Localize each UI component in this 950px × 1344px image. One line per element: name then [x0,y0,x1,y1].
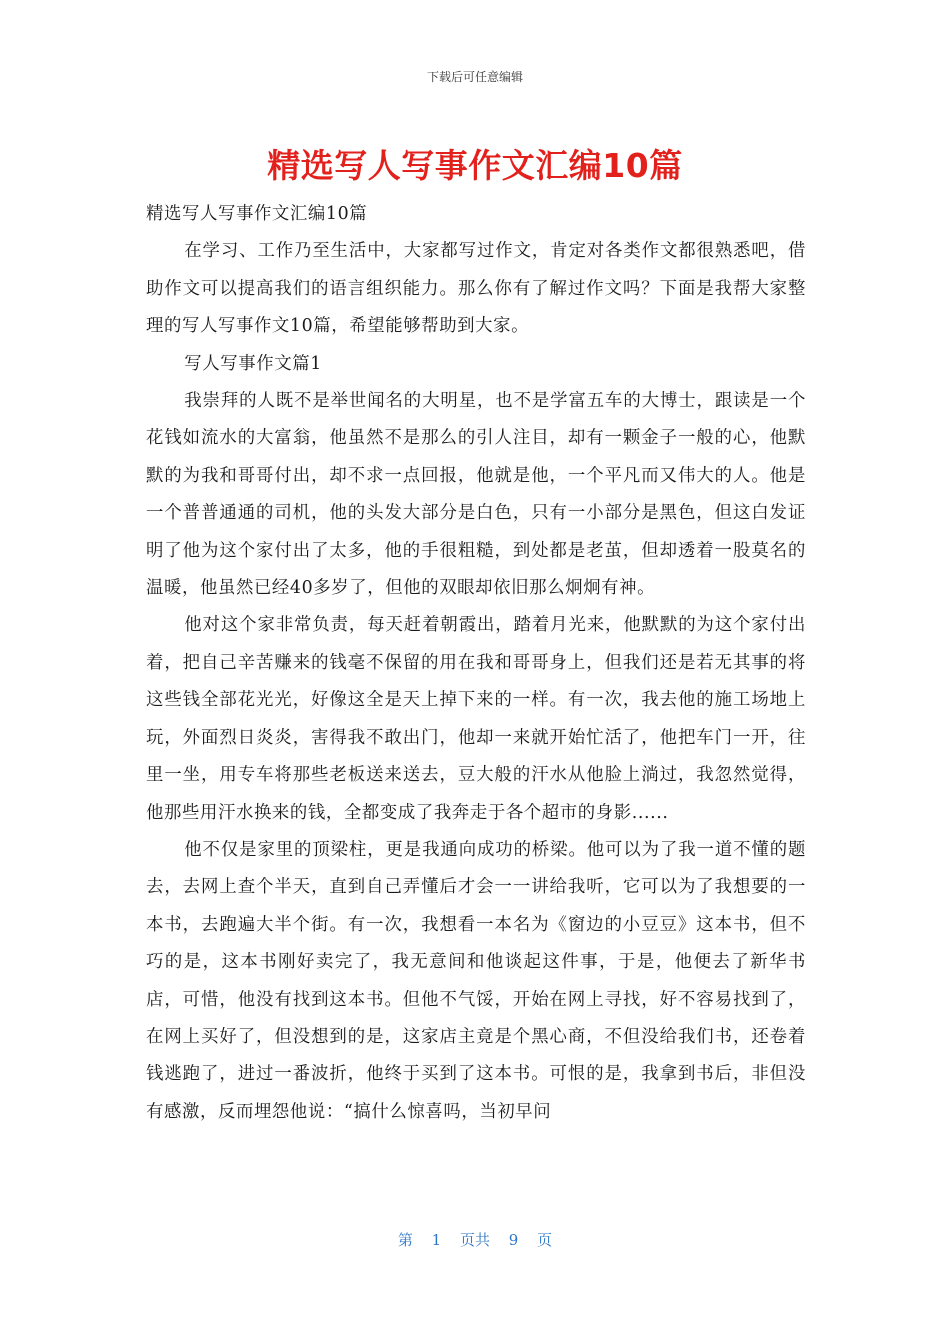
paragraph: 他不仅是家里的顶梁柱，更是我通向成功的桥梁。他可以为了我一道不懂的题去，去网上查个半天，直到自己弄懂后才会一一讲给我听，它可以为了我想要的一本书，去跑遍大半个街。有一次，我想看一本名为《窗边的小豆豆》这本书，但不巧的是，这本书刚好卖完了，我无意间和他谈起这件事，于是，他便去了新华书店，可惜，他没有找到这本书。但他不气馁，开始在网上寻找，好不容易找到了，在网上买好了，但没想到的是，这家店主竟是个黑心商，不但没给我们书，还卷着钱逃跑了，进过一番波折，他终于买到了这本书。可恨的是，我拿到书后，非但没有感激，反而埋怨他说：“搞什么惊喜吗，当初早问 [146,839,806,1122]
paragraph: 他对这个家非常负责，每天赶着朝霞出，踏着月光来，他默默的为这个家付出着，把自己辛苦赚来的钱毫不保留的用在我和哥哥身上，但我们还是若无其事的将这些钱全部花光光，好像这全是天上掉下来的一样。有一次，我去他的施工场地上玩，外面烈日炎炎，害得我不敢出门，他却一来就开始忙活了，他把车门一开，往里一坐，用专车将那些老板送来送去，豆大般的汗水从他脸上淌过，我忽然觉得，他那些用汗水换来的钱，全都变成了我奔走于各个超市的身影...... [146,615,806,823]
document-title: 精选写人写事作文汇编10篇 [267,146,683,185]
page-header-note: 下载后可任意编辑 [426,70,523,84]
document-body [146,196,806,1131]
paragraph: 我崇拜的人既不是举世闻名的大明星，也不是学富五车的大博士，跟读是一个花钱如流水的大富翁，他虽然不是那么的引人注目，却有一颗金子一般的心，他默默的为我和哥哥付出，却不求一点回报，他就是他，一个平凡而又伟大的人。他是一个普普通通的司机，他的头发大部分是白色，只有一小部分是黑色，但这白发证明了他为这个家付出了太多，他的手很粗糙，到处都是老茧，但却透着一股莫名的温暖，他虽然已经40多岁了，但他的双眼却依旧那么炯炯有神。 [146,391,806,599]
page-number-footer: 第 1 页共 9 页 [397,1231,553,1249]
paragraph-intro: 在学习、工作乃至生活中，大家都写过作文，肯定对各类作文都很熟悉吧，借助作文可以提高我们的语言组织能力。那么你有了解过作文吗？下面是我帮大家整理的写人写事作文10篇，希望能够帮助到大家。 [146,241,806,337]
subtitle-line: 精选写人写事作文汇编10篇 [146,204,368,224]
section-heading: 写人写事作文篇1 [184,353,322,374]
